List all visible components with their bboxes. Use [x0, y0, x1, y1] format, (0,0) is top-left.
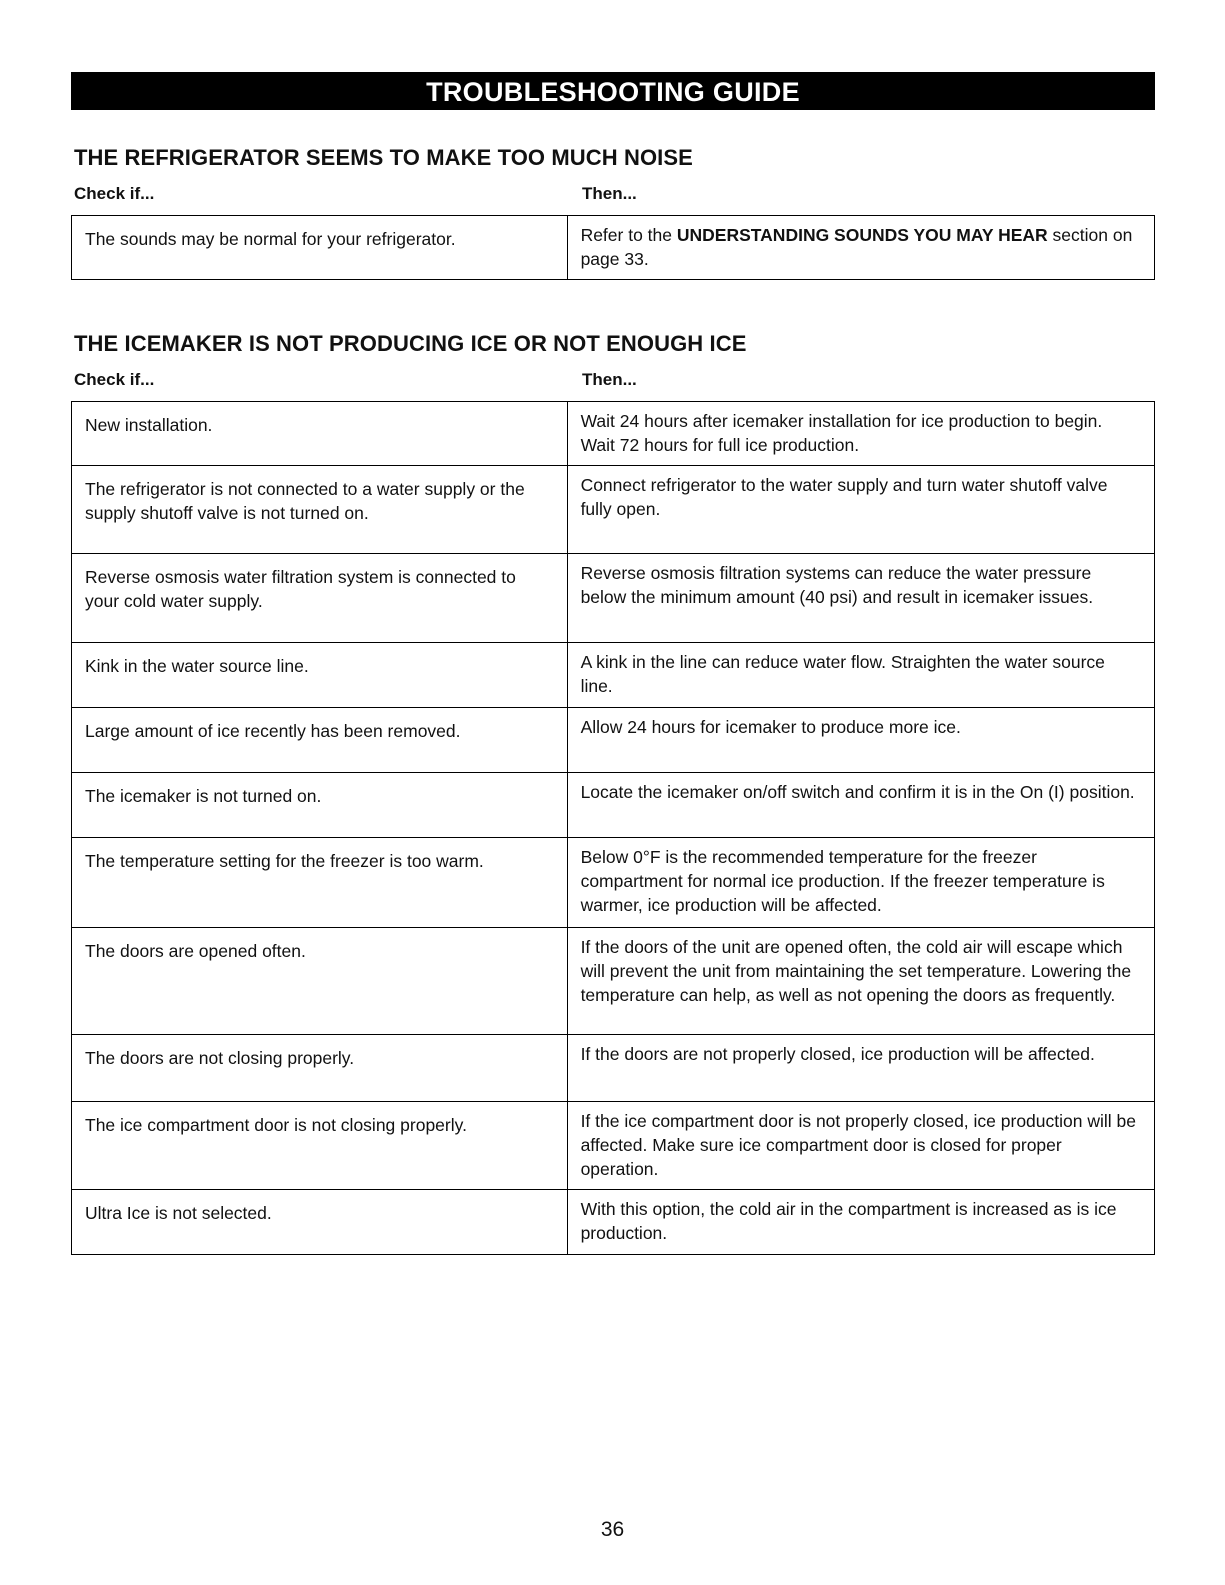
- then-cell: [567, 216, 1154, 280]
- then-cell: Connect refrigerator to the water supply and turn water shutoff valve fully open.: [567, 466, 1154, 554]
- noise-column-headers: [71, 184, 1155, 210]
- page-banner-title: TROUBLESHOOTING GUIDE: [71, 72, 1155, 110]
- check-cell: New installation.: [72, 402, 568, 466]
- check-cell: The refrigerator is not connected to a water supply or the supply shutoff valve is not turned on.: [72, 466, 568, 554]
- then-cell: Below 0°F is the recommended temperature for the freezer compartment for normal ice production. If the freezer temperature is warmer, ice production will be affected.: [567, 838, 1154, 928]
- table-row: [72, 1035, 1155, 1102]
- then-cell: Wait 24 hours after icemaker installation for ice production to begin. Wait 72 hours for full ice production.: [567, 402, 1154, 466]
- check-cell: The sounds may be normal for your refrigerator.: [72, 216, 568, 280]
- then-cell: Locate the icemaker on/off switch and confirm it is in the On (I) position.: [567, 773, 1154, 838]
- check-cell: Ultra Ice is not selected.: [72, 1190, 568, 1255]
- table-row: [72, 708, 1155, 773]
- check-cell: Large amount of ice recently has been removed.: [72, 708, 568, 773]
- then-column-header: Then...: [582, 370, 637, 389]
- icemaker-section-heading: THE ICEMAKER IS NOT PRODUCING ICE OR NOT ENOUGH ICE: [74, 331, 747, 356]
- table-row: [72, 1190, 1155, 1255]
- table-row: [72, 773, 1155, 838]
- table-row: [72, 928, 1155, 1035]
- check-cell: The ice compartment door is not closing properly.: [72, 1102, 568, 1190]
- noise-section: [71, 144, 1155, 280]
- check-column-header: Check if...: [74, 370, 155, 389]
- then-cell: If the doors of the unit are opened often, the cold air will escape which will prevent the unit from maintaining the set temperature. Lowering the temperature can help, as well as not opening the doors as frequently.: [567, 928, 1154, 1035]
- check-cell: The icemaker is not turned on.: [72, 773, 568, 838]
- table-row: [72, 643, 1155, 708]
- table-row: [72, 216, 1155, 280]
- check-cell: The doors are not closing properly.: [72, 1035, 568, 1102]
- icemaker-column-headers: [71, 370, 1155, 396]
- check-cell: Reverse osmosis water filtration system is connected to your cold water supply.: [72, 554, 568, 643]
- page-number: 36: [600, 1518, 625, 1541]
- then-cell: If the ice compartment door is not properly closed, ice production will be affected. Make sure ice compartment door is closed for proper operation.: [567, 1102, 1154, 1190]
- check-cell: The doors are opened often.: [72, 928, 568, 1035]
- then-cell: With this option, the cold air in the compartment is increased as is ice production.: [567, 1190, 1154, 1255]
- then-text-suffix: section on page 33.: [580, 225, 1133, 269]
- check-cell: Kink in the water source line.: [72, 643, 568, 708]
- check-cell: The temperature setting for the freezer is too warm.: [72, 838, 568, 928]
- icemaker-table: [71, 401, 1155, 1255]
- table-row: [72, 554, 1155, 643]
- noise-section-heading: THE REFRIGERATOR SEEMS TO MAKE TOO MUCH NOISE: [74, 145, 693, 170]
- then-text-prefix: Refer to the: [580, 225, 677, 245]
- then-cell: Reverse osmosis filtration systems can reduce the water pressure below the minimum amount (40 psi) and result in icemaker issues.: [567, 554, 1154, 643]
- check-column-header: Check if...: [74, 184, 155, 203]
- then-cell: A kink in the line can reduce water flow. Straighten the water source line.: [567, 643, 1154, 708]
- then-cell: Allow 24 hours for icemaker to produce more ice.: [567, 708, 1154, 773]
- icemaker-section: [71, 330, 1155, 1255]
- table-row: [72, 1102, 1155, 1190]
- table-row: [72, 466, 1155, 554]
- table-row: [72, 402, 1155, 466]
- noise-table: [71, 215, 1155, 280]
- then-column-header: Then...: [582, 184, 637, 203]
- then-cell: If the doors are not properly closed, ice production will be affected.: [567, 1035, 1154, 1102]
- sounds-section-reference: UNDERSTANDING SOUNDS YOU MAY HEAR: [676, 225, 1048, 245]
- table-row: [72, 838, 1155, 928]
